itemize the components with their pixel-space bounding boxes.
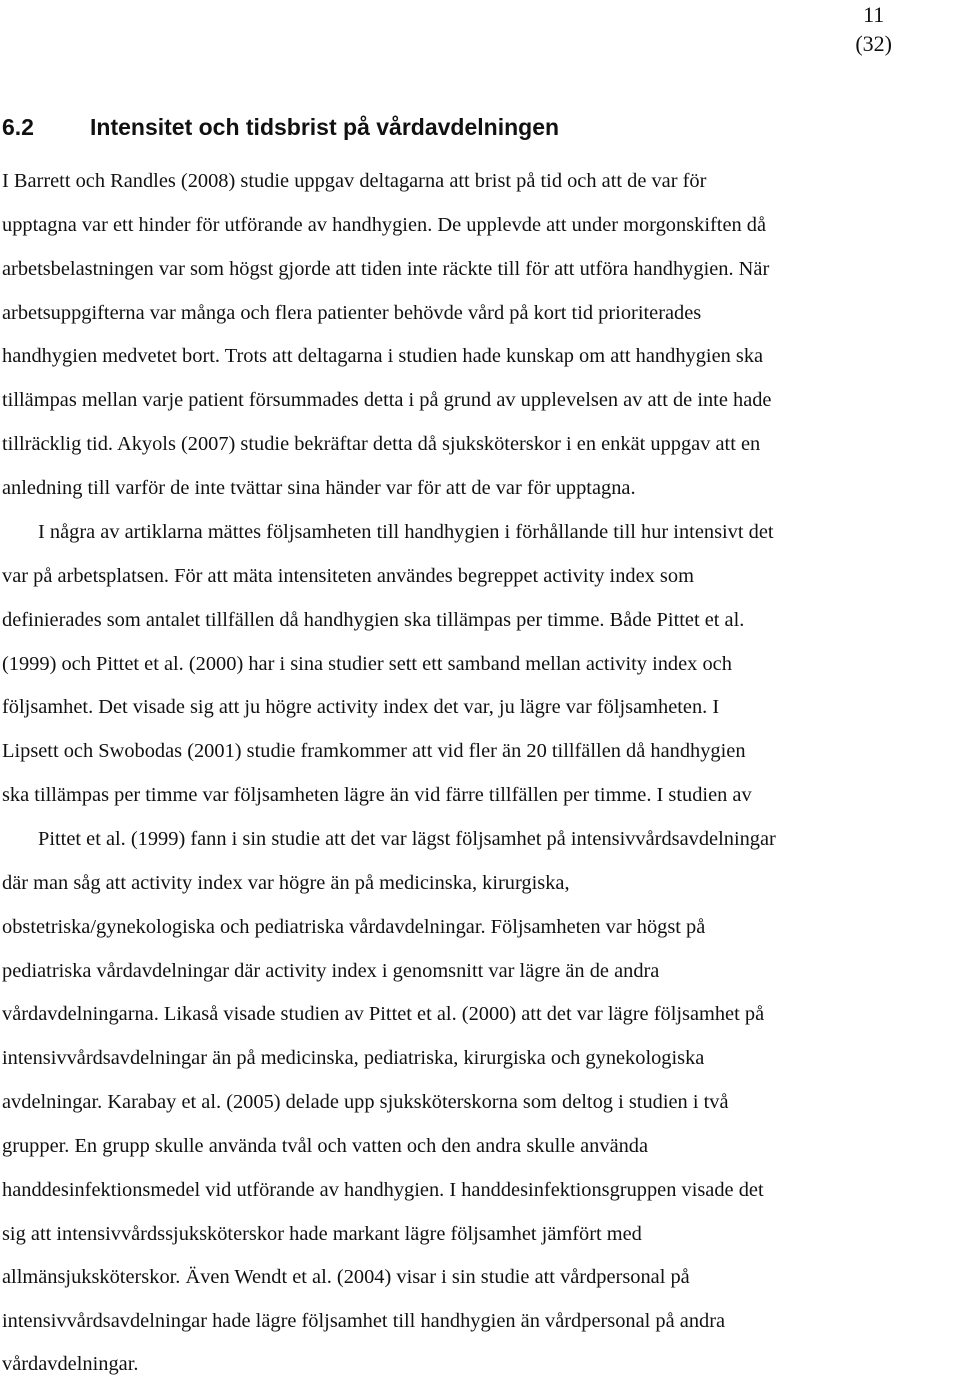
text-line: grupper. En grupp skulle använda tvål och vatten och den andra skulle använda <box>2 1135 649 1157</box>
text-line: vårdavdelningarna. Likaså visade studien av Pittet et al. (2000) att det var lägre följsamhet på <box>2 1003 765 1025</box>
section-number: 6.2 <box>2 114 34 140</box>
text-line: handhygien medvetet bort. Trots att deltagarna i studien hade kunskap om att handhygien ska <box>2 345 764 367</box>
text-line: arbetsbelastningen var som högst gjorde att tiden inte räckte till för att utföra handhygien. När <box>2 258 770 280</box>
text-line: sig att intensivvårdssjuksköterskor hade markant lägre följsamhet jämfört med <box>2 1223 642 1245</box>
page-number <box>855 0 892 58</box>
section-heading <box>2 112 559 142</box>
text-line: vårdavdelningar. <box>2 1353 139 1375</box>
text-line: pediatriska vårdavdelningar där activity index i genomsnitt var lägre än de andra <box>2 960 660 982</box>
text-line: I Barrett och Randles (2008) studie uppgav deltagarna att brist på tid och att de var för <box>2 170 707 192</box>
text-line: intensivvårdsavdelningar än på medicinska, pediatriska, kirurgiska och gynekologiska <box>2 1047 705 1069</box>
text-line: (1999) och Pittet et al. (2000) har i sina studier sett ett samband mellan activity index och <box>2 653 732 675</box>
text-line: arbetsuppgifterna var många och flera patienter behövde vård på kort tid prioriterades <box>2 302 702 324</box>
page-number-current: 11 <box>863 2 885 27</box>
text-line: obstetriska/gynekologiska och pediatriska vårdavdelningar. Följsamheten var högst på <box>2 916 706 938</box>
text-line: följsamhet. Det visade sig att ju högre activity index det var, ju lägre var följsamheten. I <box>2 696 720 718</box>
text-line: anledning till varför de inte tvättar sina händer var för att de var för upptagna. <box>2 477 636 499</box>
text-line: handdesinfektionsmedel vid utförande av handhygien. I handdesinfektionsgruppen visade det <box>2 1179 764 1201</box>
text-line: var på arbetsplatsen. För att mäta intensiteten användes begreppet activity index som <box>2 565 694 587</box>
text-line: ska tillämpas per timme var följsamheten lägre än vid färre tillfällen per timme. I studien av <box>2 784 752 806</box>
page-number-total: (32) <box>855 31 892 56</box>
text-line: där man såg att activity index var högre än på medicinska, kirurgiska, <box>2 872 570 894</box>
text-line: Pittet et al. (1999) fann i sin studie att det var lägst följsamhet på intensivvårdsavdelningar <box>38 828 776 850</box>
text-line: definierades som antalet tillfällen då handhygien ska tillämpas per timme. Både Pittet et al. <box>2 609 745 631</box>
text-line: avdelningar. Karabay et al. (2005) delade upp sjuksköterskorna som deltog i studien i två <box>2 1091 729 1113</box>
text-line: I några av artiklarna mättes följsamheten till handhygien i förhållande till hur intensivt det <box>38 521 774 543</box>
section-title: Intensitet och tidsbrist på vårdavdelningen <box>90 114 560 140</box>
text-line: Lipsett och Swobodas (2001) studie framkommer att vid fler än 20 tillfällen då handhygien <box>2 740 746 762</box>
text-line: tillräcklig tid. Akyols (2007) studie bekräftar detta då sjuksköterskor i en enkät uppgav att en <box>2 433 761 455</box>
text-line: upptagna var ett hinder för utförande av handhygien. De upplevde att under morgonskiften då <box>2 214 767 236</box>
text-line: allmänsjuksköterskor. Även Wendt et al. (2004) visar i sin studie att vårdpersonal på <box>2 1266 690 1288</box>
text-line: intensivvårdsavdelningar hade lägre följsamhet till handhygien än vårdpersonal på andra <box>2 1310 726 1332</box>
text-line: tillämpas mellan varje patient försummades detta i på grund av upplevelsen av att de inte hade <box>2 389 772 411</box>
